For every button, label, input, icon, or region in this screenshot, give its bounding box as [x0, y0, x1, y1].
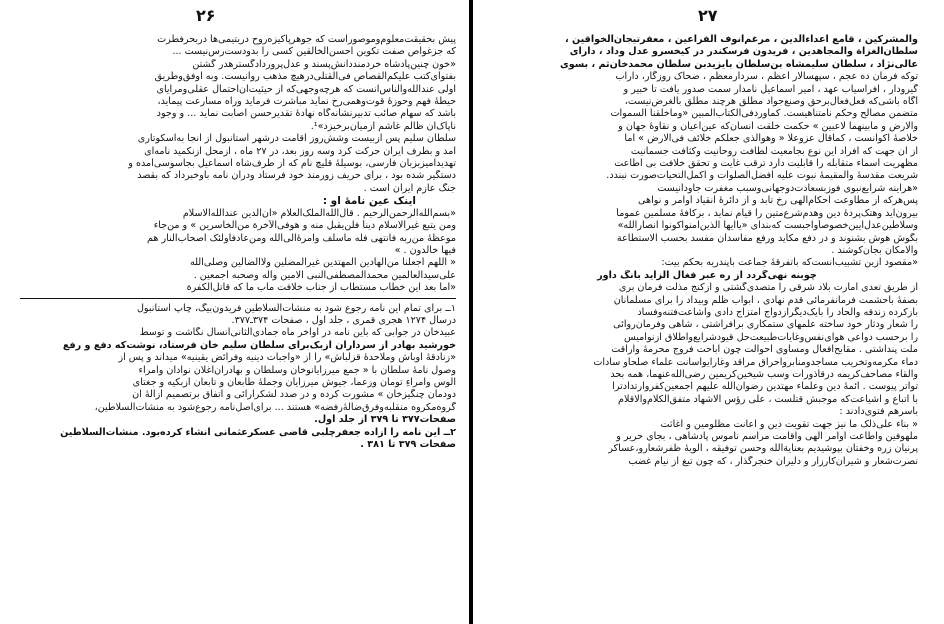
left-page-number: ۲۶: [196, 6, 216, 25]
right-page-text-line: گیرودار ، افراسیاب عهد ، امیر اسماعیل نامدار سمت صدور یافت تا خبیر و: [623, 83, 918, 95]
right-page-text-line: را شعار ودثار خود ساخته علمهای ستمکاری برافراشتی ، شاهی وفرمان‌روائی: [613, 319, 918, 331]
footnote-text-line: صفحات‌۳۷۷ تا ۳۷۹ از جلد اول.: [314, 414, 456, 426]
footnote-text-line: ۱ــ برای تمام این نامه رجوع شود به منشآت‌السلاطین فریدون‌بیگ، چاپ استانبول: [136, 302, 456, 314]
left-page-text-line: جنگ عازم ایران است .: [363, 182, 456, 194]
left-page-text-line: اینک عین نامهٔ او :: [322, 195, 416, 208]
right-page-text-line: «هرآینه شرایع‌نبوی فوزبسعادت‌دوجهانی‌وسبب مغفرت جاودانیست: [657, 182, 918, 194]
left-page-text-line: ومن یتبع غیرالاسلام دیناً فلن‌یقبل منه و هوفی‌الآخرة من‌الخاسرین » و من‌جاء: [153, 220, 456, 232]
right-page-text-line: شریعت مقدسهٔ والمقیمهٔ نبوت علیه افضل‌الصلوات و اکمل‌التحیات‌صورت نبندد.: [606, 170, 918, 182]
right-page-text-line: از آن جهت که افراد این نوع بجامعیت لطافت روحانیت وکثافت جسمانیت: [630, 145, 918, 157]
right-page-text-line: چوبنه نهی‌گردد از ره عبر فغال الزآید بانگ داور: [597, 269, 817, 281]
right-page-number: ۲۷: [698, 6, 718, 25]
left-page-text-line: « اللهم اجعلنا من‌الهادین المهتدین غیرالمضلین ولاالضالین وصلی‌اللّه: [189, 257, 456, 269]
right-page-body: [496, 34, 918, 468]
left-page-text-line: «اما بعد این خطاب مستطاب از جناب خلافت مآب ما که قاتل‌الکفرة: [186, 282, 456, 294]
left-page-text-line: باشد که سهام صائب تدبیرنشانه‌گاه نهادهٔ تقدیرحسن اصابت نماید ... و وجود: [156, 108, 456, 120]
footnote-text-line: درسال ۱۲۷۴ هجری قمری ، جلد اول ، صفحات ۳۷۴ـ۳۷۷.: [231, 314, 456, 326]
left-page-footnotes: [20, 303, 456, 452]
left-page-text-line: حیطهٔ فهم وحوزهٔ قوت‌وهمی‌رخ نماید مباشرت فرماید وراه مسارعت پیماید،: [157, 96, 456, 108]
right-page-text-line: پس‌هرکه از مطاوعت احکام‌الهی رخ تابد و از دائرهٔ انقیاد اوامر و نواهی: [638, 195, 918, 207]
right-page-text-line: سلطان‌الغزاة والمجاهدین ، فریدون فرسکندر در کیخسرو عدل وداد ، دارای: [569, 46, 918, 58]
right-page-text-line: عالی‌نژاد ، سلطان سلیمشاه بن‌سلطان بایزیدبن سلطان محمدخان‌ثم ، بسوی: [559, 58, 918, 70]
footnote-text-line: صفحات ۳۷۹ تا ۳۸۱ .: [360, 439, 456, 450]
right-page-text-line: والقاء مصاحف‌کریمه درقاذورات وسب شیخین‌کریمین رضی‌اللّه‌عنهما، همه بحد: [610, 368, 918, 380]
right-page-text-line: از طریق تعدی امارت بلاد شرقی را متصدی‌گشتی و از‌کنج مذلت فرمان بری: [618, 282, 918, 294]
left-page: [0, 0, 470, 624]
right-page-text-line: با اتباع و اشیاعت‌که موجبش قتلست ، علی رؤس الاشهاد متفق‌الکلام‌والاقلام: [618, 393, 918, 405]
right-page-text-line: بازکرده زندقه والحاد را بایک‌دیگر‌ازدواج امتزاج دادی واشاعت‌فتنه‌وفساد: [637, 306, 918, 318]
left-page-text-line: دستگیر شده بود ، برای حریف زورمند خود فرستاد ودرآن نامه باوخبرداد که بقصد: [137, 170, 456, 182]
right-page-text-line: وسلاطین‌عدل‌آیین‌خصوصاً‌واجبست که‌بندای «یاایها الذین‌آمنواکونوا انصاراللّه»: [617, 220, 918, 232]
footnote-text-line: وصول نامهٔ سلطان با « جمع میرزایانوخان وسلطان و بهادران‌اغلان نوادان وامراء: [138, 364, 456, 376]
left-page-text-line: «خون چنین‌پادشاه‌ خردمند‌دانش‌پسند و عدل‌پروردادگسترهدر گشتن: [192, 58, 456, 70]
left-page-text-line: اولی عنداللّه‌والناس‌آنست که هرچه‌وجهی‌که از حیثیت‌‌آن‌احتمال عقلی‌ومرایای: [156, 83, 456, 95]
left-page-text-line: سلطان سلیم پس ازبیست وشش‌روز اقامت درشهر استانبول از آنجا به‌اسکوتاری: [137, 133, 456, 145]
left-page-text-line: «بسم‌اللّه‌الرحمن‌الرحیم . قال‌اللّه‌الملک‌العلام «ان‌الدین عنداللّه‌الاسلام: [182, 207, 456, 219]
right-page-text-line: توکه‌ فرمان ده عجم ، سپهسالار اعظم ، سردارمعظم ، ضحاک روزگار، داراب: [615, 71, 918, 83]
left-page-text-line: تهدیدآمیزبزبان فارسی، بوسیلهٔ قلیچ نام که از طرف‌شاه اسماعیل بجاسوسی‌آمده و: [128, 158, 456, 170]
right-page-text-line: «مقصود ازین تشبیب‌آنست‌که باتفرقهٔ جماعت باپندریه بحکم بیت:: [661, 257, 918, 269]
footnote-text-line: عبیدخان در جوابی که باین نامه در اواخر ماه جمادی‌الثانی‌آنسال نگاشت و توسط: [139, 327, 456, 339]
left-page-text-line: بفتوای‌کتب علیکم‌القصاص فی‌القتلی‌درهیچ‌ مذهب‌ روانیست. وبه اوفق‌وطریق: [154, 71, 456, 83]
right-page-text-line: ملهوفین واطاعت اوامر الهی واقامت مراسم ناموس پادشاهی ، بجای حریر و: [616, 431, 918, 442]
right-page-text-line: والامکان بجان‌کوشند .: [831, 244, 918, 256]
right-page-text-line: تواتر پیوست . ائمهٔ دین وعلماء مهتدین رضوان‌اللّه علیهم اجمعین‌کفروارتدادترا: [612, 381, 918, 393]
left-page-text-line: که جزغواص صفت تکوین احسن‌الخالقین کسی را بدودست‌رس‌نیست ...: [172, 46, 456, 58]
footnote-text-line: ۲ــ این نامه را ازاده جعفرچلبی قاضی عسکرعثمانی انشاء کرده‌بود. منشآت‌السلاطین: [60, 426, 456, 438]
right-page-text-line: را برحسب دواعی هوای‌نفس‌وغایات‌طبیعت‌حل قیودشرایع‌واطلاق ازنوامیس: [624, 331, 918, 343]
right-page-text-line: خلاصهٔ اکوانست ، کماقال عزوعلا « وهوالذی جعلکم خلائف فی‌الارض » اما: [624, 133, 918, 145]
footnote-text-line: دودمان چنگیزخان » مشورت کرده و در صدد لشکرآرائی و اتفاق برتصمیم ازالهٔ آن: [132, 389, 456, 401]
right-page-text-line: ملت پنداشتی . مقابح‌افعال ومساوی احوالت چون اباحت فروج محرمهٔ واراقت: [611, 344, 918, 356]
left-page-text-line: پیش بحقیقت‌معلوم‌وموصوراست که جوهرپاکیزه‌روح دریتیمی‌ها دربحرفطرت: [157, 34, 456, 45]
footnote-text-line: «زنادقهٔ اوباش وملاحدهٔ قزلباش» را از «واجبات دینیه وفرائض یقینیه» میداند و پس از: [118, 352, 456, 364]
right-page-text-line: مظهریت اسماء متقابله را قابلیت دارد ترقب غایت و تحقق خلافت بی اطاعت: [614, 158, 918, 170]
left-page-text-line: ناپاک‌آن ظالم غاشم ازمیان‌برخیزد»¹.: [310, 120, 456, 132]
left-page-text-line: علی‌سیدالعالمین محمدالمصطفی‌النبی الامین وآله وصحبه اجمعین .: [193, 269, 456, 281]
right-page-text-line: متضمن مصالح وحکم نامتناهیست. کماورد‌فی‌الکتاب‌المبین «وماخلقنا السموات: [610, 108, 918, 120]
right-page-text-line: بگوش هوش بشنوند و در دفع مکاید ورفع مفاسدآن مفسد بحسب الاستطاعة: [616, 232, 918, 244]
footnote-separator: [20, 298, 456, 299]
right-page-text-line: بیرون‌آید وهتک‌پردهٔ دین وهدم‌شرع‌متین را قیام نماید ، برکافهٔ مسلمین عموماً: [616, 207, 918, 219]
right-page-text-line: والارض و مابینهما لاعبین » حکمت خلقت انسان‌که عین‌اعیان و نقاوهٔ جهان و: [618, 120, 918, 132]
right-page-text-line: آگاه باشی‌که فعل‌فعال‌برحق وصنع‌جواد مطلق هرچند مطلق بالغرض‌نیست،: [624, 96, 918, 108]
footnote-text-line: الوس وامراءِ تومان وزعما، جیوش میرزایان وجملهٔ طابعان و تابعان ازبکیه و جغتای: [132, 376, 456, 388]
footnote-text-line: خورشید بهادر از سرداران ازبک‌برای سلطان سلیم خان فرستاد، نوشت‌که دفع و رفع: [62, 339, 456, 351]
right-page-text-line: « بناء علی‌ذلک ما نیز جهت تقویت دین و اعانت مظلومین و اغاثت: [660, 418, 918, 430]
right-page-text-line: پرنیان زره وخفتان بپوشیدیم بعنایةاللّه وحسن توفیقه ، الویهٔ ظفرشعارو،عساکر: [608, 443, 918, 455]
right-page-text-line: بصفهٔ باحشمت فرمانفرمائی قدم نهادی ، ابواب ظلم وبیداد را برای مسلمانان: [613, 294, 918, 306]
left-page-text-line: فیها خالدون . »: [394, 244, 456, 256]
right-page-text-line: دماء مکرمه‌وتخریب مساجد‌ومنابر‌واحراق مراقد وغارایواسانت علماء صلحاو سادات: [593, 356, 918, 368]
left-page-text-line: آمد و بطرف ایران حرکت کرد وسه روز بعد، در ۲۷ ماه ، ازمحل ازنکمید نامه‌ای: [144, 145, 456, 157]
right-page: [474, 0, 944, 624]
right-page-text-line: والمشرکین ، قامع اعداءالدین ، مرغم‌انوف الفراعین ، معفرتیجان‌الخواقین ،: [565, 34, 918, 45]
right-page-text-line: نصرت‌شعار و شیران‌کارزار و دلیران خنجرگذار ، که چون تیغ از نیام غضب: [628, 455, 918, 467]
left-page-text-line: موعظهٔ من‌ربه فانتهی فله ماسلف وامرهٔ‌الی‌اللّه ومن‌عادفاولئک اصحاب‌النار هم: [147, 232, 456, 244]
left-page-body: [20, 34, 456, 295]
right-page-text-line: باسرهم فتوی‌دادند :: [839, 406, 918, 418]
footnote-text-line: گروه‌مکروه منقلبه‌وفرق‌ضالهٔ‌رفضه» هستند ... برای‌اصل‌نامه رجوع‌شود‌ به منشآت‌السلاطین،: [94, 401, 456, 413]
